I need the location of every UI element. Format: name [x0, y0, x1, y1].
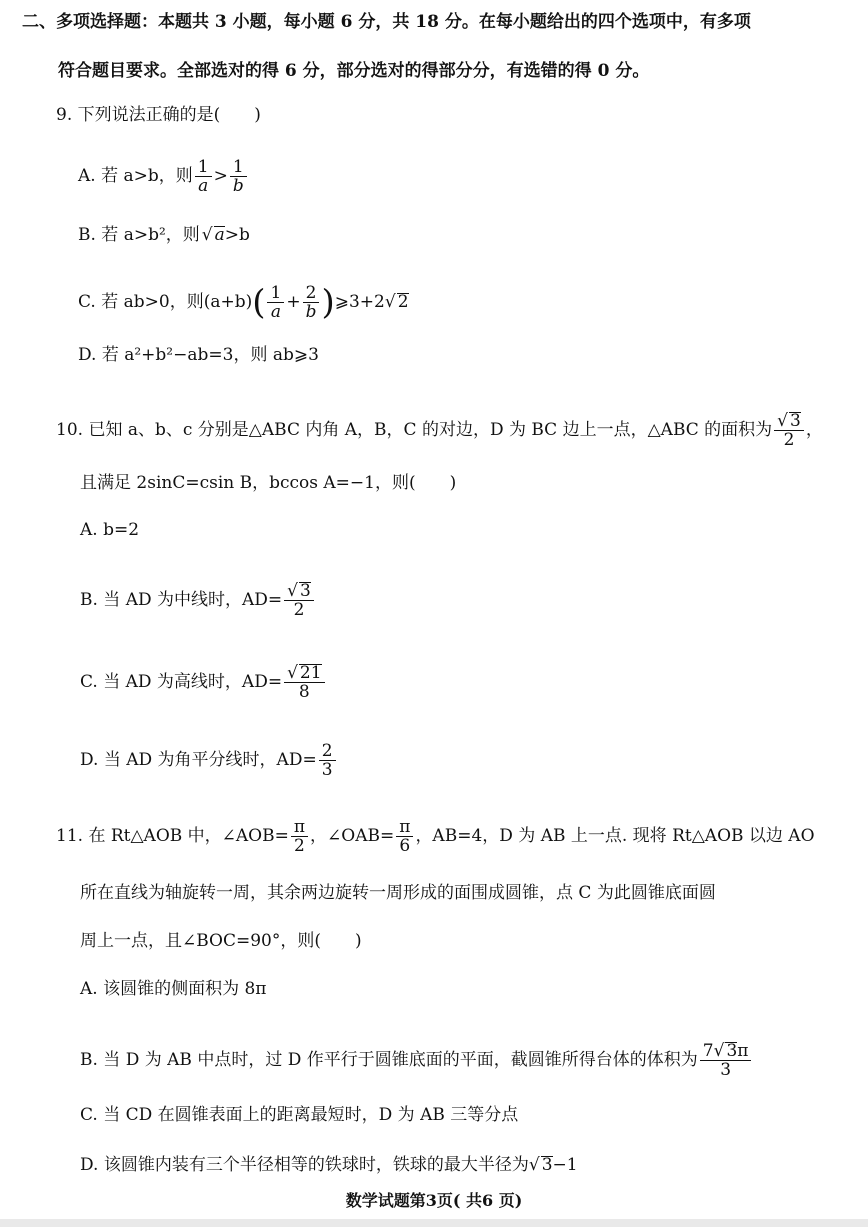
section-title-line1: 二、多项选择题：本题共 3 小题，每小题 6 分，共 18 分。在每小题给出的四个选项中，有多项	[22, 12, 751, 32]
q9-a-fraction-1: $\frac{1}{a}$	[195, 158, 212, 195]
q11-option-c: C. 当 CD 在圆锥表面上的距离最短时，D 为 AB 三等分点	[80, 1105, 519, 1125]
left-paren-icon: (	[252, 282, 266, 323]
q9-option-c: C. 若 ab>0，则(a+b)( $\frac{1}{a}$ + $\frac{2}{b}$ )⩾3+2√ 2	[78, 282, 409, 323]
q10-option-b: B. 当 AD 为中线时，AD= $\frac{√ 3}{2}$	[80, 582, 316, 619]
section-title-line2: 符合题目要求。全部选对的得 6 分，部分选对的得部分分，有选错的得 0 分。	[58, 61, 650, 81]
q9-c-fraction-2: $\frac{2}{b}$	[303, 284, 320, 321]
q9-c-fraction-1: $\frac{1}{a}$	[267, 284, 284, 321]
page-footer: 数学试题第3页( 共6 页)	[345, 1191, 523, 1210]
q10-option-a: A. b=2	[80, 520, 140, 540]
q11-stem-line3: 周上一点，且∠BOC=90°，则( )	[80, 931, 362, 951]
q9-option-b: B. 若 a>b²，则 √ a>b	[78, 225, 250, 245]
bottom-divider	[0, 1219, 868, 1227]
q9-a-prefix: A. 若 a>b，则	[78, 166, 193, 186]
q11-option-d: D. 该圆锥内装有三个半径相等的铁球时，铁球的最大半径为√ 3−1	[80, 1155, 578, 1175]
q11-option-a: A. 该圆锥的侧面积为 8π	[80, 979, 267, 999]
q10-area-fraction: $\frac{√ 3}{2}$	[774, 412, 804, 449]
q10-option-c: C. 当 AD 为高线时，AD= $\frac{√ 21}{8}$	[80, 664, 327, 701]
right-paren-icon: )	[321, 282, 335, 323]
q10-stem-line1: 10. 已知 a、b、c 分别是△ABC 内角 A，B，C 的对边，D 为 BC 边上一点，△ABC 的面积为 $\frac{√ 3}{2}$ ，	[56, 411, 823, 450]
q9-stem: 9. 下列说法正确的是( )	[56, 105, 261, 125]
q9-option-d: D. 若 a²+b²−ab=3，则 ab⩾3	[78, 345, 319, 365]
q10-option-d: D. 当 AD 为角平分线时，AD= $\frac{2}{3}$	[80, 742, 338, 779]
q11-option-b: B. 当 D 为 AB 中点时，过 D 作平行于圆锥底面的平面，截圆锥所得台体的体积为 $\frac{7√ 3\pi}{3}$	[80, 1042, 753, 1079]
q11-stem-line1: 11. 在 Rt△AOB 中，∠AOB= $\frac{\pi}{2}$ ，∠OAB= $\frac{\pi}{6}$ ，AB=4，D 为 AB 上一点. 现将 Rt△AOB 以边 AO	[56, 817, 815, 856]
q9-a-fraction-2: $\frac{1}{b}$	[230, 158, 247, 195]
q9-option-a: A. 若 a>b，则 $\frac{1}{a}$ > $\frac{1}{b}$	[78, 158, 249, 195]
q10-stem-line2: 且满足 2sinC=csin B，bccos A=−1，则( )	[80, 473, 457, 493]
q11-stem-line2: 所在直线为轴旋转一周，其余两边旋转一周形成的面围成圆锥，点 C 为此圆锥底面圆	[80, 883, 716, 903]
